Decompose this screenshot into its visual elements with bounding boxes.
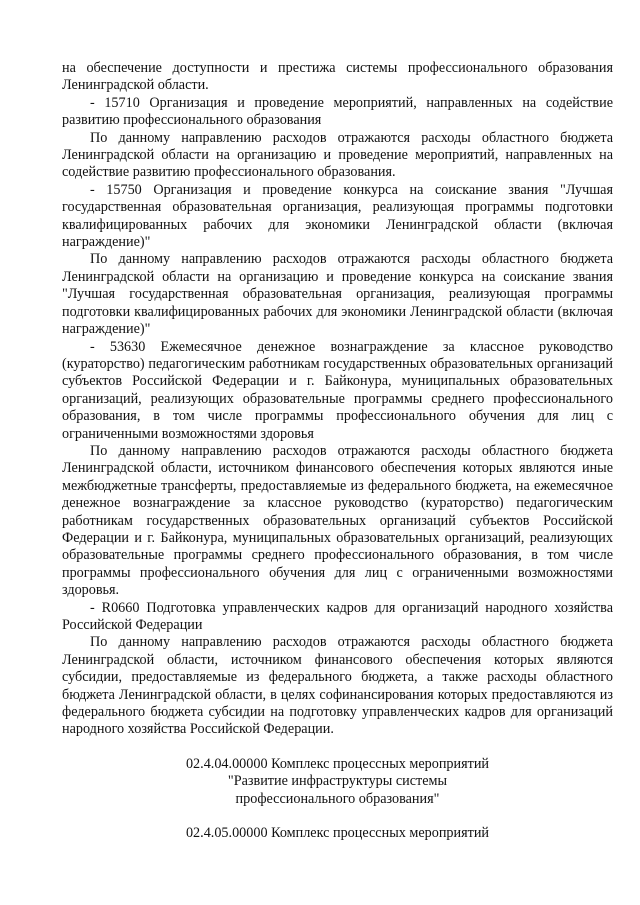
paragraph-description-15750: По данному направлению расходов отражаются расходы областного бюджета Ленинградской области на организацию и проведение конкурса на соискание звания "Лучшая государственная образовательная организация, реализующая программы подготовки квалифицированных рабочих для экономики Ленинградской области (включая награждение)" <box>62 251 613 338</box>
section-gap <box>62 808 613 825</box>
paragraph-description-15710: По данному направлению расходов отражаются расходы областного бюджета Ленинградской области на организацию и проведение мероприятий, направленных на содействие развитию профессионального образования. <box>62 129 613 181</box>
paragraph-item-r0660: - R0660 Подготовка управленческих кадров для организаций народного хозяйства Российской Федерации <box>62 599 613 633</box>
section-gap <box>62 739 613 756</box>
document-page <box>62 60 613 842</box>
section-heading-02-4-04 <box>62 756 613 808</box>
paragraph-item-15710: - 15710 Организация и проведение мероприятий, направленных на содействие развитию профессионального образования <box>62 94 613 129</box>
paragraph-continuation: на обеспечение доступности и престижа системы профессионального образования Ленинградской области. <box>62 60 613 94</box>
paragraph-description-53630: По данному направлению расходов отражаются расходы областного бюджета Ленинградской области, источником финансового обеспечения которых являются иные межбюджетные трансферты, предоставляемые из федерального бюджета, на ежемесячное денежное вознаграждение за классное руководство (кураторство) педагогическим работникам государственных образовательных организаций субъектов Российской Федерации и г. Байконура, муниципальных образовательных организаций, реализующих образовательные программы среднего профессионального образования, в том числе программы профессионального обучения для лиц с ограниченными возможностями здоровья. <box>62 442 613 599</box>
paragraph-description-r0660: По данному направлению расходов отражаются расходы областного бюджета Ленинградской области, источником финансового обеспечения которых являются субсидии, предоставляемые из федерального бюджета, а также расходы областного бюджета Ленинградской области, в целях софинансирования которых предоставляются из федерального бюджета субсидии на подготовку управленческих кадров для организаций народного хозяйства Российской Федерации. <box>62 634 613 738</box>
section-heading-line: 02.4.04.00000 Комплекс процессных мероприятий <box>185 755 490 772</box>
section-heading-line: профессионального образования" <box>235 790 440 807</box>
section-heading-02-4-05 <box>62 825 613 842</box>
paragraph-item-15750: - 15750 Организация и проведение конкурса на соискание звания "Лучшая государственная образовательная организация, реализующая программы подготовки квалифицированных рабочих для экономики Ленинградской области (включая награждение)" <box>62 181 613 251</box>
section-heading-line: "Развитие инфраструктуры системы <box>227 773 448 790</box>
paragraph-item-53630: - 53630 Ежемесячное денежное вознаграждение за классное руководство (кураторство) педагогическим работникам государственных образовательных организаций субъектов Российской Федерации и г. Байконура, муниципальных образовательных организаций, реализующих образовательные программы среднего профессионального образования, в том числе программы профессионального обучения для лиц с ограниченными возможностями здоровья <box>62 338 613 442</box>
section-heading-line: 02.4.05.00000 Комплекс процессных мероприятий <box>185 825 490 842</box>
